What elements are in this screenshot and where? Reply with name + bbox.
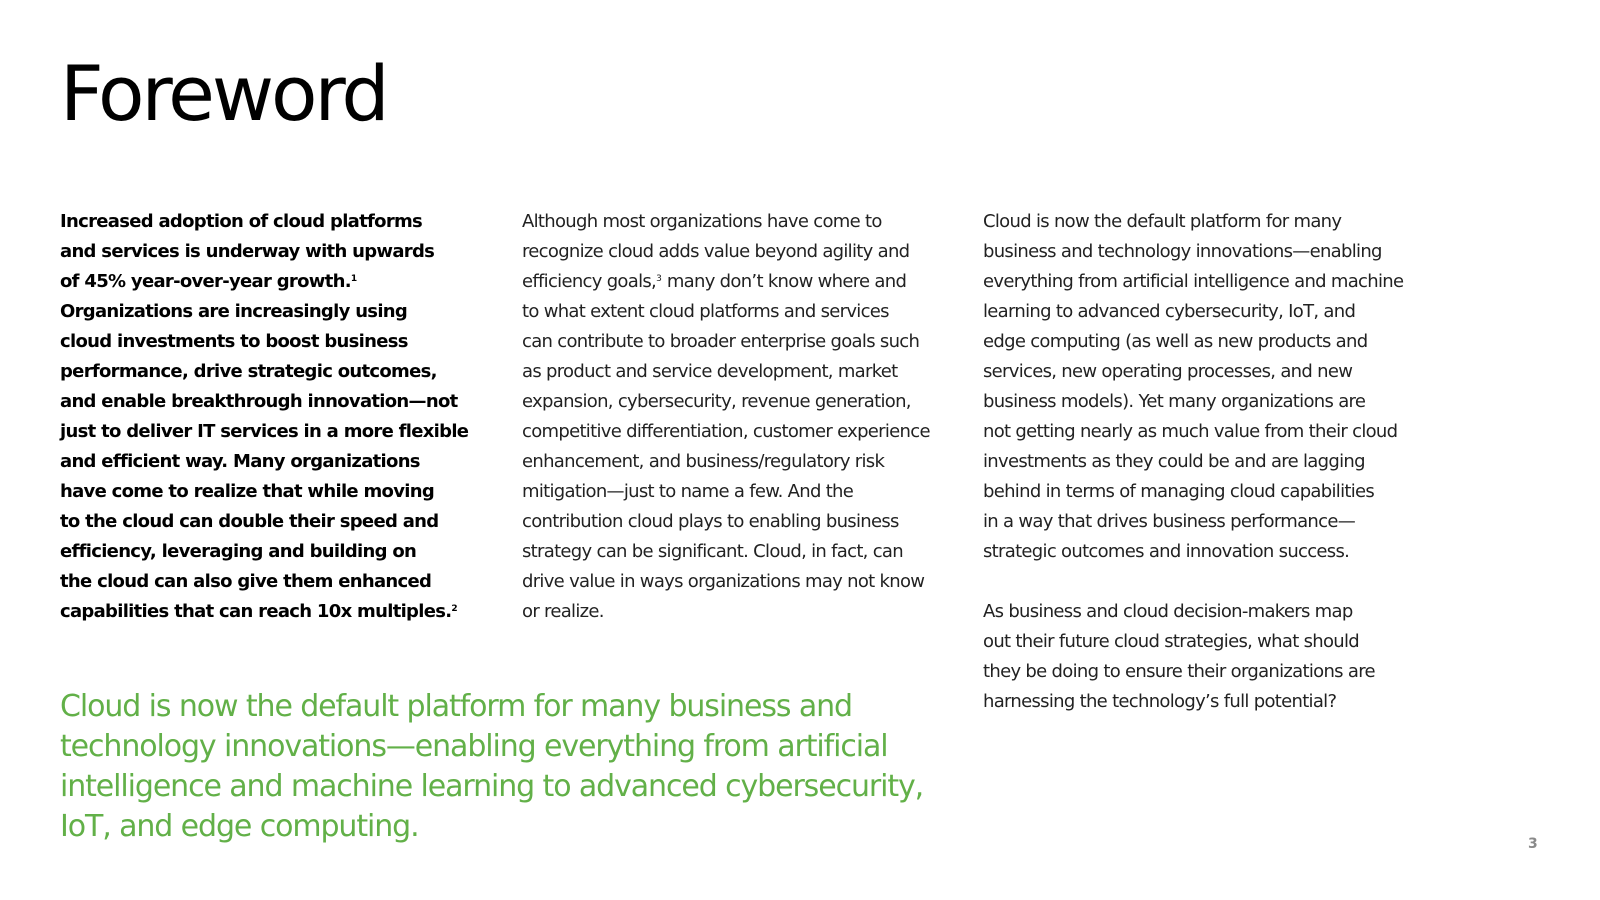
middle-paragraph xyxy=(522,207,962,627)
body-line: Although most organizations have come to xyxy=(522,211,882,232)
intro-line: and enable breakthrough innovation—not xyxy=(60,391,458,412)
body-line: as product and service development, market xyxy=(522,361,898,382)
pull-quote xyxy=(60,687,960,847)
body-line: in a way that drives business performance— xyxy=(983,511,1355,532)
intro-line xyxy=(60,267,500,297)
intro-line-text: of 45% year-over-year growth. xyxy=(60,271,351,292)
intro-line: to the cloud can double their speed and xyxy=(60,511,439,532)
body-line: As business and cloud decision-makers map xyxy=(983,601,1353,622)
body-line: can contribute to broader enterprise goals such xyxy=(522,331,920,352)
intro-line: Organizations are increasingly using xyxy=(60,301,408,322)
body-line: everything from artificial intelligence and machine xyxy=(983,271,1404,292)
body-line xyxy=(522,267,962,297)
body-line: harnessing the technology’s full potential? xyxy=(983,691,1337,712)
body-line: investments as they could be and are lagging xyxy=(983,451,1365,472)
right-column xyxy=(983,207,1423,717)
body-line: or realize. xyxy=(522,601,604,622)
page-title: Foreword xyxy=(60,49,387,138)
footnote-marker-3: 3 xyxy=(656,274,662,284)
body-line: to what extent cloud platforms and services xyxy=(522,301,889,322)
intro-line: efficiency, leveraging and building on xyxy=(60,541,417,562)
intro-line xyxy=(60,597,500,627)
body-line: behind in terms of managing cloud capabilities xyxy=(983,481,1375,502)
body-line: drive value in ways organizations may not know xyxy=(522,571,925,592)
body-line: not getting nearly as much value from their cloud xyxy=(983,421,1398,442)
body-line: out their future cloud strategies, what should xyxy=(983,631,1360,652)
body-line: learning to advanced cybersecurity, IoT, and xyxy=(983,301,1356,322)
body-line: business and technology innovations—enabling xyxy=(983,241,1382,262)
body-line: strategy can be significant. Cloud, in fact, can xyxy=(522,541,903,562)
pull-quote-line: intelligence and machine learning to advanced cybersecurity, xyxy=(60,769,924,804)
body-line: enhancement, and business/regulatory risk xyxy=(522,451,885,472)
body-line: services, new operating processes, and new xyxy=(983,361,1353,382)
intro-paragraph xyxy=(60,207,500,627)
body-line: edge computing (as well as new products and xyxy=(983,331,1368,352)
intro-line: the cloud can also give them enhanced xyxy=(60,571,432,592)
pull-quote-line: Cloud is now the default platform for many business and xyxy=(60,689,852,724)
middle-column xyxy=(522,207,962,627)
intro-line: and services is underway with upwards xyxy=(60,241,435,262)
right-paragraph-1 xyxy=(983,207,1423,567)
intro-line: just to deliver IT services in a more flexible xyxy=(60,421,469,442)
page-number: 3 xyxy=(1528,836,1538,852)
right-paragraph-2 xyxy=(983,597,1423,717)
intro-line: and efficient way. Many organizations xyxy=(60,451,420,472)
intro-line: have come to realize that while moving xyxy=(60,481,435,502)
intro-line: Increased adoption of cloud platforms xyxy=(60,211,423,232)
body-line-text: efficiency goals, xyxy=(522,271,657,292)
pull-quote-line: IoT, and edge computing. xyxy=(60,809,419,844)
body-line: contribution cloud plays to enabling business xyxy=(522,511,899,532)
body-line: expansion, cybersecurity, revenue generation, xyxy=(522,391,911,412)
body-line: mitigation—just to name a few. And the xyxy=(522,481,854,502)
intro-column xyxy=(60,207,500,627)
body-line: competitive differentiation, customer experience xyxy=(522,421,930,442)
intro-line-text: capabilities that can reach 10x multiples. xyxy=(60,601,452,622)
body-line: they be doing to ensure their organizations are xyxy=(983,661,1375,682)
body-line: recognize cloud adds value beyond agility and xyxy=(522,241,910,262)
body-line: Cloud is now the default platform for many xyxy=(983,211,1342,232)
footnote-marker-2: 2 xyxy=(451,604,458,614)
footnote-marker-1: 1 xyxy=(350,274,358,284)
intro-line: cloud investments to boost business xyxy=(60,331,408,352)
body-line: strategic outcomes and innovation success. xyxy=(983,541,1350,562)
body-line-text: many don’t know where and xyxy=(661,271,907,292)
intro-line: performance, drive strategic outcomes, xyxy=(60,361,437,382)
pull-quote-line: technology innovations—enabling everything from artificial xyxy=(60,729,888,764)
body-line: business models). Yet many organizations are xyxy=(983,391,1366,412)
